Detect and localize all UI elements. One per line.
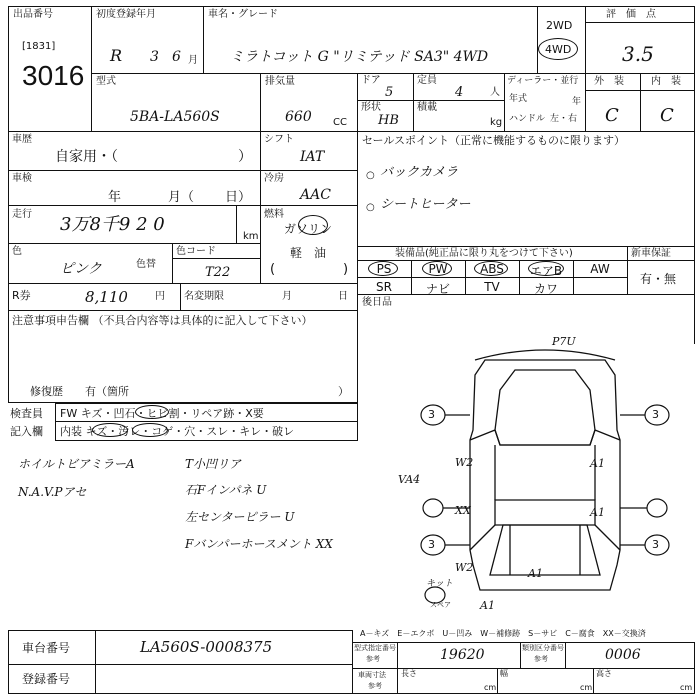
- ref-label-1b: 参考: [366, 655, 380, 663]
- diag-xx: XX: [455, 504, 471, 517]
- model-label: 車名・グレード: [208, 9, 278, 20]
- chassis-reg-label: 登録番号: [22, 672, 71, 686]
- disp-label: 排気量: [265, 76, 295, 87]
- model-year-unit: 年: [572, 97, 582, 107]
- equip-ps: PS: [376, 262, 392, 276]
- diag-va-label: VA4: [398, 473, 421, 486]
- mileage-value: 3万8千9 2 0: [60, 214, 165, 235]
- shape-label: 形状: [361, 102, 381, 113]
- inspector-fw-row: FW キズ・凹石・ヒビ割・リペア跡・X要: [60, 407, 264, 420]
- recycle-unit: 円: [155, 291, 165, 302]
- history-value: 自家用・（: [55, 149, 118, 165]
- diag-a1-center: A1: [528, 567, 543, 580]
- dim-label: 車両寸法: [358, 671, 386, 679]
- wheel-num-fl: 3: [428, 408, 435, 421]
- length-label: 長さ: [401, 669, 417, 678]
- equip-airbag: エアB: [529, 264, 563, 278]
- kit-label: キット: [426, 579, 453, 589]
- color-code-value: T22: [205, 265, 231, 280]
- roof-outline: [495, 370, 595, 445]
- lot-number: 3016: [22, 60, 85, 91]
- equip-aw: AW: [590, 262, 610, 276]
- new-car-label: 新車保証: [631, 248, 671, 259]
- type-label: 型式: [96, 76, 116, 87]
- recycle-value: 8,110: [85, 288, 128, 306]
- load-unit: kg: [490, 117, 503, 128]
- remark-right-2: 石Fインパネ U: [185, 483, 267, 497]
- shaken-year: 年: [108, 190, 122, 205]
- shift-value: IAT: [300, 149, 325, 165]
- ref-label-2b: 参考: [534, 655, 548, 663]
- lot-label: 出品番号: [13, 9, 53, 20]
- height-unit: cm: [680, 683, 693, 692]
- score-label: 評 価 点: [606, 9, 656, 20]
- type-value: 5BA-LA560S: [130, 109, 220, 125]
- equip-pw: PW: [428, 262, 448, 276]
- width-label: 幅: [500, 669, 508, 678]
- history-block: [8, 131, 261, 284]
- inspector-label-2: 記入欄: [10, 425, 43, 438]
- lot-sub: [1831]: [22, 41, 56, 52]
- notes-label: 注意事項申告欄 （不具合内容等は具体的に記入して下さい）: [12, 314, 313, 327]
- exterior-label: 外 装: [594, 76, 624, 87]
- diag-top-label: P7U: [552, 335, 576, 348]
- model-year-label: 年式: [509, 94, 528, 104]
- repair-label: 修復歴 有（箇所: [30, 385, 129, 398]
- remark-left-2: N.A.V.Pアセ: [18, 485, 87, 499]
- mileage-unit: km: [243, 231, 259, 242]
- door-label: ドア: [361, 75, 381, 86]
- remark-right-1: T小凹リア: [185, 457, 242, 471]
- fuel-label: 燃料: [264, 209, 284, 220]
- equipment-label: 装備品(純正品に限り丸をつけて下さい): [395, 248, 573, 259]
- shaken-day: 日）: [225, 190, 252, 205]
- car-body-outline: [470, 360, 620, 590]
- shift-label: シフト: [264, 134, 294, 145]
- ac-label: 冷房: [264, 173, 284, 184]
- shaken-label: 車検: [12, 173, 32, 184]
- new-car-value: 有・無: [640, 272, 677, 286]
- wheel-num-rl: 3: [428, 538, 435, 551]
- windshield: [495, 430, 595, 445]
- kit-sub: スペア: [430, 601, 451, 609]
- exterior-value: C: [605, 105, 619, 126]
- score-value: 3.5: [622, 42, 654, 66]
- disp-value: 660: [285, 109, 312, 125]
- gasoline-option: ガソリン: [284, 222, 333, 236]
- color-value: ピンク: [60, 261, 102, 277]
- diag-w2-bottom: W2: [455, 561, 474, 574]
- car-diagram: [395, 330, 695, 620]
- remark-right-4: Fバンパーホースメント XX: [185, 537, 333, 551]
- hood: [495, 500, 595, 525]
- sales-point-label: セールスポイント（正常に機能するものに限ります）: [362, 134, 626, 147]
- deadline-day: 日: [338, 291, 348, 302]
- equip-abs: ABS: [480, 262, 504, 276]
- diag-a1-right2: A1: [590, 506, 605, 519]
- door-value: 5: [385, 85, 394, 100]
- width-unit: cm: [580, 683, 593, 692]
- load-label: 積載: [417, 102, 437, 113]
- history-label: 車歴: [12, 134, 32, 145]
- remark-right-3: 左センターピラー U: [185, 510, 295, 524]
- ref-label-2: 類別区分番号: [522, 644, 564, 652]
- reg-era: R: [110, 46, 123, 65]
- repair-close: ）: [338, 385, 349, 398]
- reg-month: 6: [172, 49, 181, 65]
- equip-leather: カワ: [533, 282, 558, 296]
- drive-4wd: 4WD: [545, 43, 572, 56]
- wheel-num-rr: 3: [652, 538, 659, 551]
- legend-text: A－キズ E－エクボ U－凹み W－補修跡 S－サビ C－腐食 XX－交換済: [360, 629, 646, 638]
- height-label: 高さ: [596, 669, 612, 678]
- interior-value: C: [660, 105, 674, 126]
- rear-window: [490, 525, 600, 575]
- diag-a1-bottom: A1: [480, 599, 495, 612]
- sales-item-1: バックカメラ: [380, 165, 459, 180]
- drive-2wd: 2WD: [546, 19, 573, 32]
- ac-value: AAC: [300, 187, 331, 203]
- disp-unit: CC: [333, 117, 347, 128]
- equip-navi: ナビ: [425, 282, 450, 296]
- recycle-label: R券: [12, 289, 31, 302]
- equip-tv: TV: [484, 280, 500, 294]
- handle-label: ハンドル: [509, 114, 546, 124]
- sales-point-block: [357, 131, 695, 247]
- sales-item-2: シートヒーター: [380, 197, 471, 212]
- shape-value: HB: [378, 113, 399, 128]
- diag-w2: W2: [455, 456, 474, 469]
- color-code-label: 色コード: [176, 246, 216, 257]
- inspector-int-row: 内装 キズ・汚レ・コゲ・穴・スレ・キレ・破レ: [60, 425, 295, 438]
- length-unit: cm: [484, 683, 497, 692]
- ref-value-2: 0006: [605, 647, 641, 663]
- remark-left-1: ホイルトビアミラーA: [18, 457, 135, 471]
- chassis-value: LA560S-0008375: [140, 638, 273, 656]
- wheel-num-fr: 3: [652, 408, 659, 421]
- shaken-month: 月（: [168, 190, 195, 205]
- color-label: 色: [12, 246, 22, 257]
- inspector-label-1: 検査員: [10, 407, 43, 420]
- reg-month-unit: 月: [188, 55, 198, 66]
- reg-year: 3: [150, 49, 159, 65]
- capacity-label: 定員: [417, 75, 437, 86]
- chassis-label: 車台番号: [22, 641, 71, 655]
- capacity-unit: 人: [490, 87, 500, 98]
- change-deadline-label: 名変期限: [184, 291, 224, 302]
- color-change-label: 色替: [136, 259, 156, 270]
- history-close: ）: [238, 149, 252, 165]
- first-reg-label: 初度登録年月: [96, 9, 156, 20]
- capacity-value: 4: [455, 85, 464, 100]
- ref-value-1: 19620: [440, 647, 485, 663]
- model-value: ミラトコット G "リミテッド SA3" 4WD: [230, 49, 489, 65]
- equip-sr: SR: [376, 280, 392, 294]
- diag-a1-right: A1: [590, 457, 605, 470]
- interior-label: 内 装: [651, 76, 681, 87]
- dealer-label: ディーラー・並行: [507, 76, 579, 86]
- mileage-label: 走行: [12, 209, 32, 220]
- handle-value: 左・右: [550, 114, 578, 124]
- diesel-option: 軽 油: [290, 246, 327, 260]
- deadline-month: 月: [282, 291, 292, 302]
- dim-sub: 参考: [368, 682, 382, 690]
- ref-label-1: 型式指定番号: [354, 644, 396, 652]
